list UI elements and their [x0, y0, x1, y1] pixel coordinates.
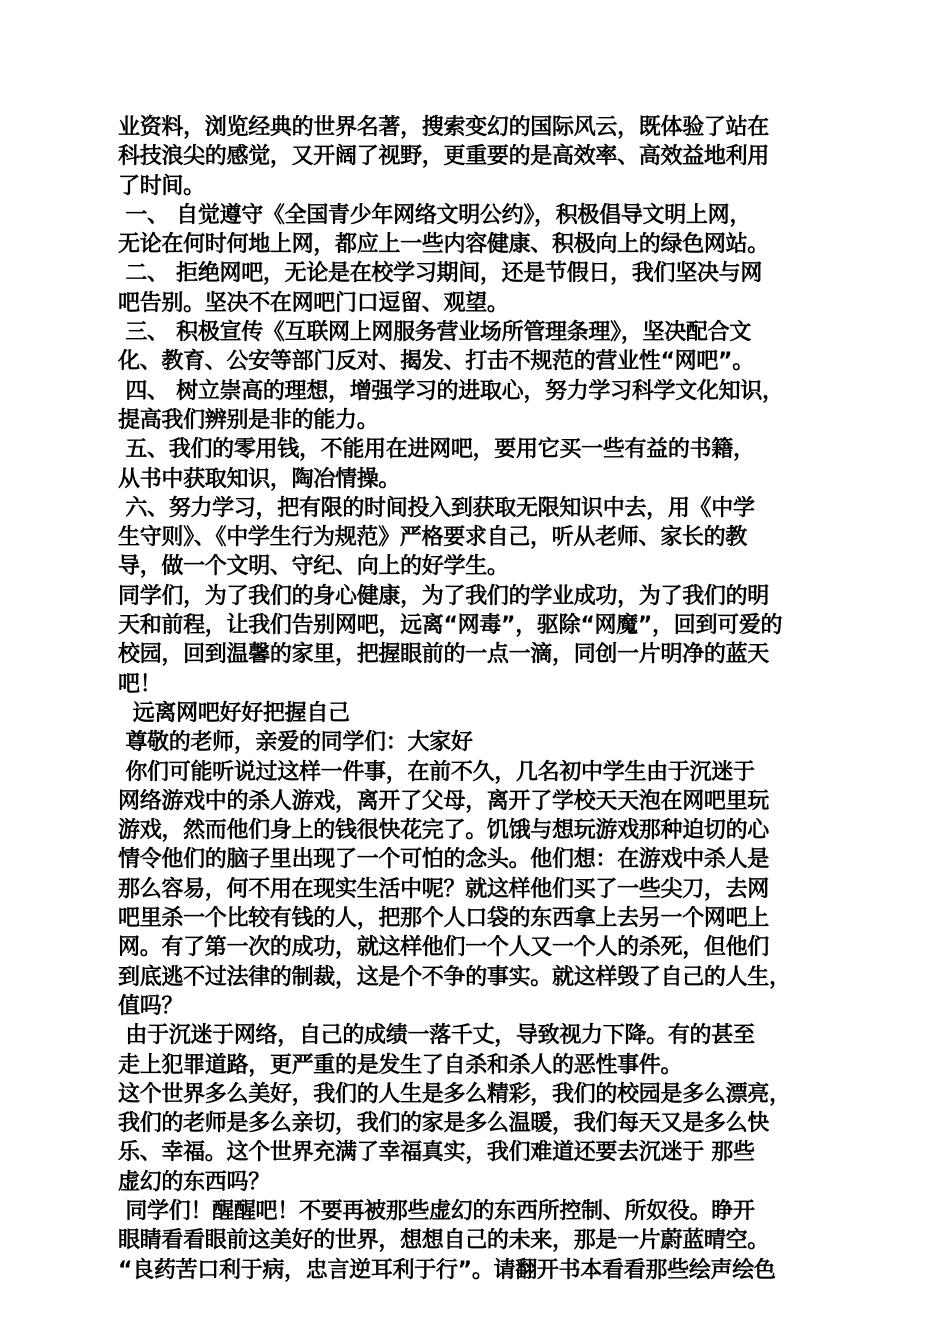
text-line: 校园，回到温馨的家里，把握眼前的一点一滴，同创一片明净的蓝天 — [118, 642, 770, 668]
text-line: 三、 积极宣传《互联网上网服务营业场所管理条理》，坚决配合文 — [118, 320, 752, 346]
text-line: 眼睛看看眼前这美好的世界，想想自己的未来，那是一片蔚蓝晴空。 — [118, 1228, 770, 1254]
text-line: 到底逃不过法律的制裁，这是个不争的事实。就这样毁了自己的人生， — [118, 964, 791, 990]
text-line: 值吗？ — [118, 993, 184, 1019]
text-line: 乐、幸福。这个世界充满了幸福真实，我们难道还要去沉迷于 那些 — [118, 1140, 755, 1166]
text-line: 吧里杀一个比较有钱的人，把那个人口袋的东西拿上去另一个网吧上 — [118, 906, 770, 932]
text-line: 这个世界多么美好，我们的人生是多么精彩，我们的校园是多么漂亮， — [118, 1081, 791, 1107]
text-line: 虚幻的东西吗？ — [118, 1169, 270, 1195]
text-line: 情令他们的脑子里出现了一个可怕的念头。他们想：在游戏中杀人是 — [118, 847, 770, 873]
text-line: 五、我们的零用钱，不能用在进网吧，要用它买一些有益的书籍， — [118, 437, 755, 463]
text-line: 游戏，然而他们身上的钱很快花完了。饥饿与想玩游戏那种迫切的心 — [118, 818, 770, 844]
text-line: 一、 自觉遵守《全国青少年网络文明公约》，积极倡导文明上网， — [118, 202, 752, 228]
text-line: 网。有了第一次的成功，就这样他们一个人又一个人的杀死，但他们 — [118, 935, 770, 961]
text-line: 远离网吧好好把握自己 — [118, 700, 350, 726]
text-line: 导，做一个文明、守纪、向上的好学生。 — [118, 554, 509, 580]
text-line: 从书中获取知识，陶冶情操。 — [118, 466, 401, 492]
text-line: 你们可能听说过这样一件事，在前不久，几名初中学生由于沉迷于 — [118, 759, 755, 785]
text-line: 吧告别。坚决不在网吧门口逗留、观望。 — [118, 290, 509, 316]
text-line: 化、教育、公安等部门反对、揭发、打击不规范的营业性“网吧”。 — [118, 349, 754, 375]
text-line: 业资料，浏览经典的世界名著，搜索变幻的国际风云，既体验了站在 — [118, 115, 770, 140]
text-line: 提高我们辨别是非的能力。 — [118, 407, 379, 433]
text-line: 吧！ — [118, 671, 162, 697]
text-line: 科技浪尖的感觉，又开阔了视野，更重要的是高效率、高效益地利用 — [118, 144, 770, 170]
text-line: 生守则》、《中学生行为规范》严格要求自己，听从老师、家长的教 — [118, 525, 748, 551]
text-line: 由于沉迷于网络，自己的成绩一落千丈，导致视力下降。有的甚至 — [118, 1023, 755, 1049]
text-line: 四、 树立崇高的理想，增强学习的进取心，努力学习科学文化知识， — [118, 378, 784, 404]
text-line: 同学们！醒醒吧！不要再被那些虚幻的东西所控制、所奴役。睁开 — [118, 1198, 755, 1224]
text-line: 尊敬的老师，亲爱的同学们：大家好 — [118, 730, 473, 756]
text-line: 了时间。 — [118, 173, 205, 199]
text-line: 天和前程，让我们告别网吧，远离“网毒”，驱除“网魔”，回到可爱的 — [118, 613, 783, 639]
text-line: 同学们，为了我们的身心健康，为了我们的学业成功，为了我们的明 — [118, 583, 770, 609]
text-line: 我们的老师是多么亲切，我们的家是多么温暖，我们每天又是多么快 — [118, 1111, 770, 1137]
text-line: 走上犯罪道路，更严重的是发生了自杀和杀人的恶性事件。 — [118, 1052, 683, 1078]
text-line: 网络游戏中的杀人游戏，离开了父母，离开了学校天天泡在网吧里玩 — [118, 788, 770, 814]
text-line: “良药苦口利于病，忠言逆耳利于行”。请翻开书本看看那些绘声绘色 — [118, 1257, 776, 1283]
body-text — [118, 113, 846, 1285]
text-line: 无论在何时何地上网，都应上一些内容健康、积极向上的绿色网站。 — [118, 232, 770, 258]
text-line: 六、努力学习，把有限的时间投入到获取无限知识中去，用《中学 — [118, 495, 755, 521]
text-line: 二、 拒绝网吧，无论是在校学习期间，还是节假日，我们坚决与网 — [118, 261, 763, 287]
text-line: 那么容易，何不用在现实生活中呢？就这样他们买了一些尖刀，去网 — [118, 876, 770, 902]
